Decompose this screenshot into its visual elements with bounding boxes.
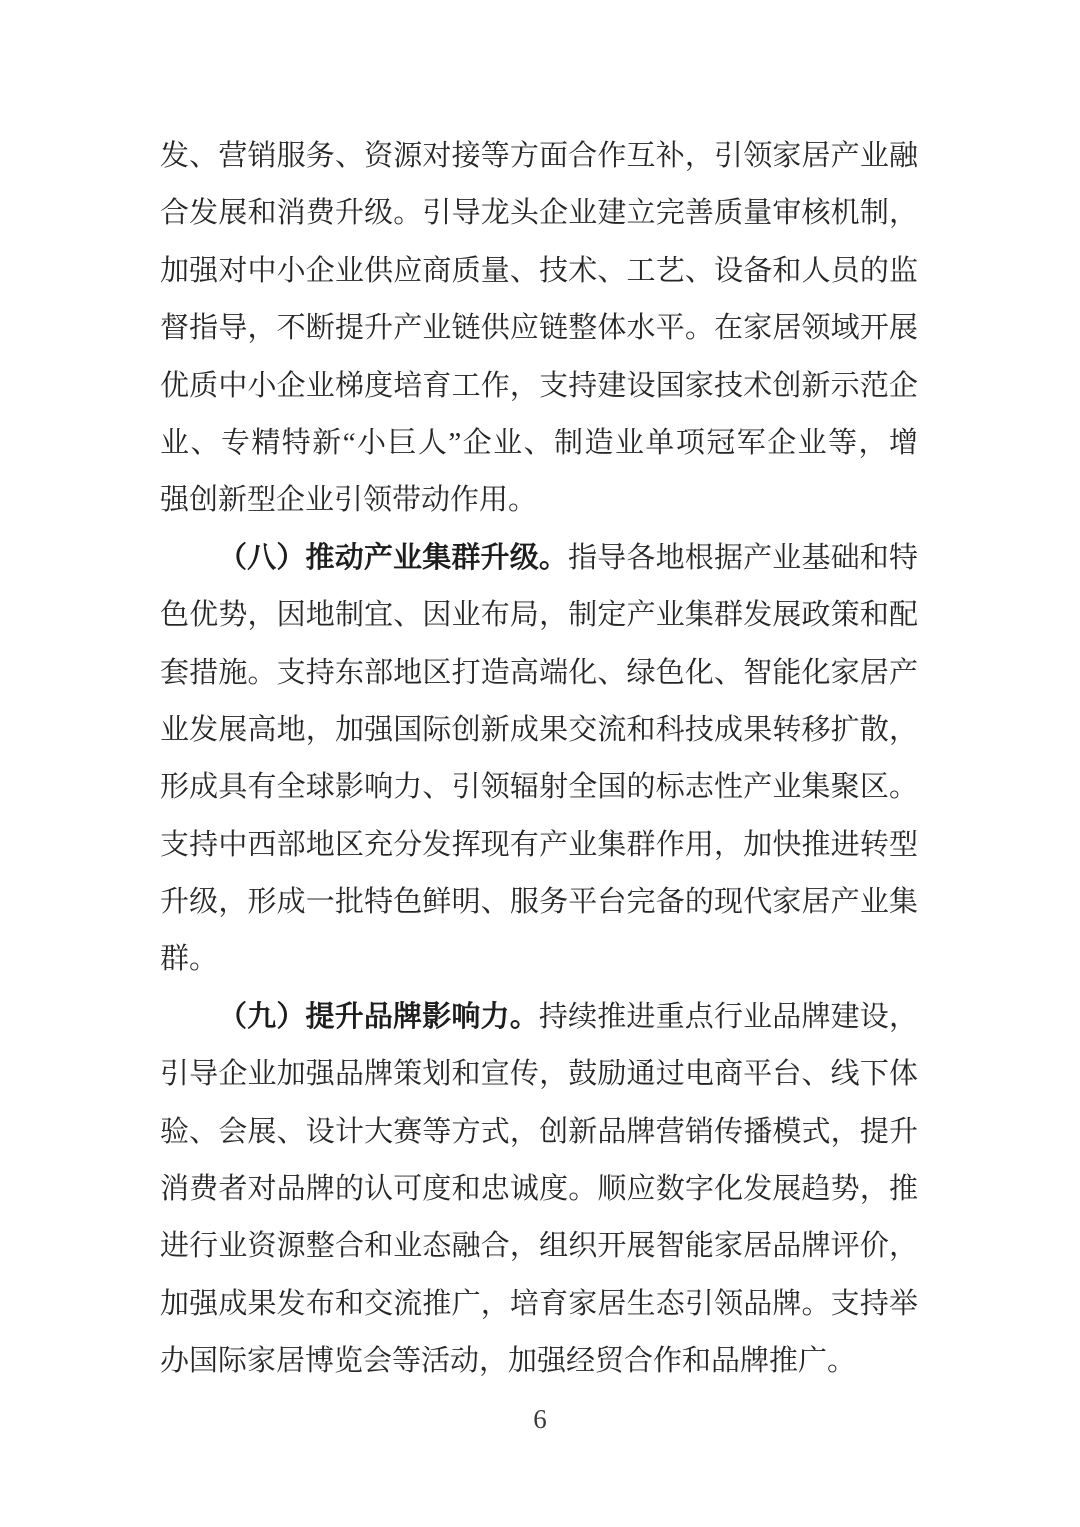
text-line: 色优势，因地制宜、因业布局，制定产业集群发展政策和配 xyxy=(160,599,918,632)
text-line: 发、营销服务、资源对接等方面合作互补，引领家居产业融 xyxy=(160,140,918,172)
paragraph xyxy=(160,989,918,1391)
text-line: 督指导，不断提升产业链供应链整体水平。在家居领域开展 xyxy=(160,312,918,345)
section-heading: （八）推动产业集群升级。 xyxy=(218,541,569,574)
document-body xyxy=(160,128,918,1391)
text-line: 业发展高地，加强国际创新成果交流和科技成果转移扩散， xyxy=(160,713,918,746)
text-line: 加强成果发布和交流推广，培育家居生态引领品牌。支持举 xyxy=(160,1287,918,1320)
text-line: 形成具有全球影响力、引领辐射全国的标志性产业集聚区。 xyxy=(160,771,918,804)
text-line: （八）推动产业集群升级。指导各地根据产业基础和特 xyxy=(218,541,918,574)
text-line: 办国际家居博览会等活动，加强经贸合作和品牌推广。 xyxy=(160,1345,857,1378)
text-line: 优质中小企业梯度培育工作，支持建设国家技术创新示范企 xyxy=(160,369,918,402)
paragraph xyxy=(160,530,918,989)
page-number: 6 xyxy=(533,1404,547,1434)
text-line: （九）提升品牌影响力。持续推进重点行业品牌建设， xyxy=(218,1000,918,1033)
text-line: 验、会展、设计大赛等方式，创新品牌营销传播模式，提升 xyxy=(160,1115,918,1148)
text-line: 强创新型企业引领带动作用。 xyxy=(160,484,538,517)
text-line: 群。 xyxy=(160,943,219,976)
text-line: 消费者对品牌的认可度和忠诚度。顺应数字化发展趋势，推 xyxy=(160,1173,918,1206)
text-line: 合发展和消费升级。引导龙头企业建立完善质量审核机制， xyxy=(160,197,918,230)
section-heading: （九）提升品牌影响力。 xyxy=(218,1000,539,1033)
paragraph xyxy=(160,128,918,530)
text-line: 引导企业加强品牌策划和宣传，鼓励通过电商平台、线下体 xyxy=(160,1058,918,1091)
text-line: 进行业资源整合和业态融合，组织开展智能家居品牌评价， xyxy=(160,1230,918,1263)
text-line: 支持中西部地区充分发挥现有产业集群作用，加快推进转型 xyxy=(160,828,918,861)
text-line: 套措施。支持东部地区打造高端化、绿色化、智能化家居产 xyxy=(160,656,918,689)
text-line: 升级，形成一批特色鲜明、服务平台完备的现代家居产业集 xyxy=(160,886,918,919)
text-line: 加强对中小企业供应商质量、技术、工艺、设备和人员的监 xyxy=(160,254,918,287)
text-line: 业、专精特新“小巨人”企业、制造业单项冠军企业等，增 xyxy=(160,426,918,459)
